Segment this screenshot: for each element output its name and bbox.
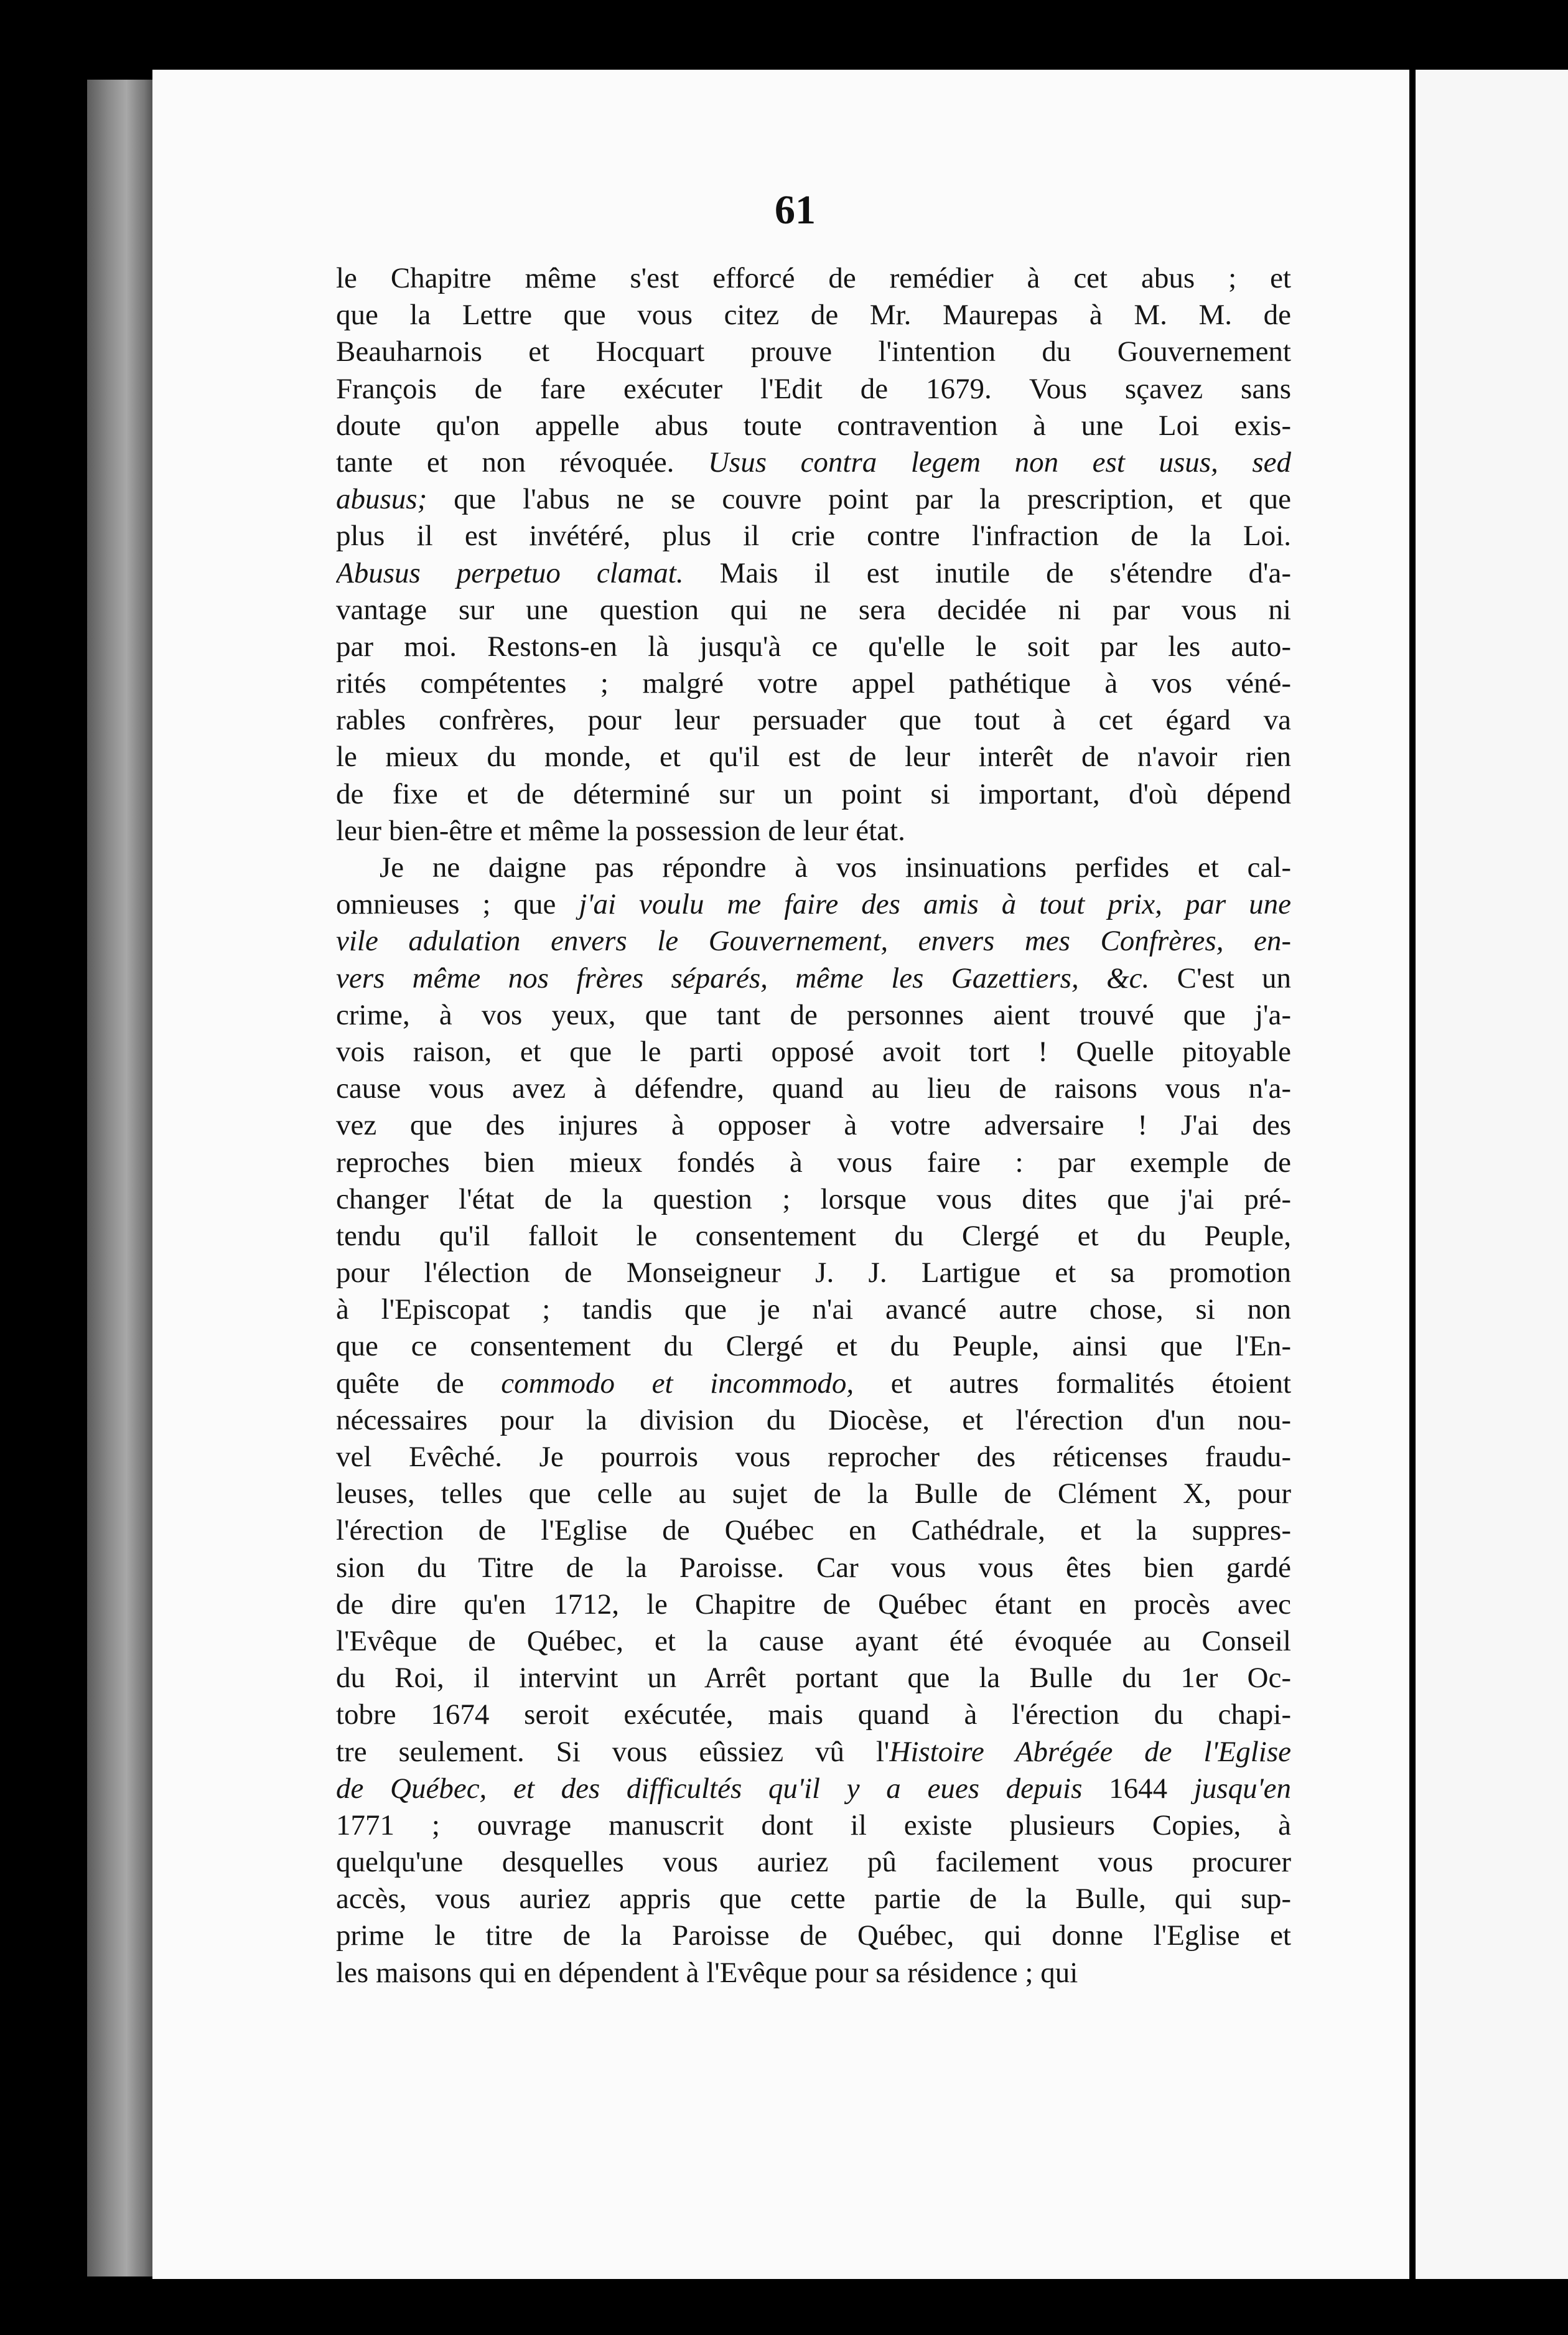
text-segment: et autres formalités étoient xyxy=(854,1367,1291,1400)
text-line xyxy=(336,1365,1291,1402)
page-number: 61 xyxy=(775,187,816,233)
italic-text-segment: jusqu'en xyxy=(1193,1772,1291,1805)
text-segment: vantage sur une question qui ne sera decidée ni par vous ni xyxy=(336,593,1291,626)
text-line xyxy=(336,1439,1291,1476)
text-segment: l'Evêque de Québec, et la cause ayant été évoquée au Conseil xyxy=(336,1624,1291,1657)
text-line xyxy=(336,665,1291,702)
text-line xyxy=(336,1550,1291,1586)
text-segment: 1644 xyxy=(1082,1772,1194,1805)
text-segment: à l'Episcopat ; tandis que je n'ai avancé autre chose, si non xyxy=(336,1293,1291,1326)
text-segment: tante et non révoquée. xyxy=(336,446,708,479)
text-line xyxy=(336,629,1291,665)
text-segment: 1771 ; ouvrage manuscrit dont il existe plusieurs Copies, à xyxy=(336,1809,1291,1841)
text-line xyxy=(336,1696,1291,1733)
text-segment: crime, à vos yeux, que tant de personnes aient trouvé que j'a- xyxy=(336,998,1291,1031)
text-segment: reproches bien mieux fondés à vous faire : par exemple de xyxy=(336,1146,1291,1179)
text-line xyxy=(336,1034,1291,1070)
text-line xyxy=(336,518,1291,555)
text-line xyxy=(336,334,1291,370)
italic-text-segment: j'ai voulu me faire des amis à tout prix, par une xyxy=(579,888,1291,921)
text-line xyxy=(336,1512,1291,1549)
text-line xyxy=(336,960,1291,997)
italic-text-segment: de Québec, et des difficultés qu'il y a eues depuis xyxy=(336,1772,1083,1805)
text-line xyxy=(336,1328,1291,1365)
text-line xyxy=(336,1881,1291,1917)
text-segment: sion du Titre de la Paroisse. Car vous vous êtes bien gardé xyxy=(336,1551,1291,1584)
text-segment: que l'abus ne se couvre point par la prescription, et que xyxy=(427,483,1291,516)
text-segment: par moi. Restons-en là jusqu'à ce qu'elle le soit par les auto- xyxy=(336,630,1291,663)
page-body-text xyxy=(336,260,1291,1991)
text-line xyxy=(336,1660,1291,1696)
text-segment: vois raison, et que le parti opposé avoit tort ! Quelle pitoyable xyxy=(336,1035,1291,1068)
text-line xyxy=(336,1844,1291,1881)
book-page-edges xyxy=(87,80,159,2277)
text-segment: rités compétentes ; malgré votre appel pathétique à vos véné- xyxy=(336,667,1291,700)
text-segment: l'érection de l'Eglise de Québec en Cathédrale, et la suppres- xyxy=(336,1514,1291,1547)
text-segment: le mieux du monde, et qu'il est de leur interêt de n'avoir rien xyxy=(336,741,1291,774)
text-segment: vez que des injures à opposer à votre adversaire ! J'ai des xyxy=(336,1109,1291,1142)
text-line xyxy=(336,1476,1291,1512)
text-segment: quelqu'une desquelles vous auriez pû facilement vous procurer xyxy=(336,1846,1291,1879)
italic-text-segment: Histoire Abrégée de l'Eglise xyxy=(889,1735,1291,1768)
text-segment: rables confrères, pour leur persuader que tout à cet égard va xyxy=(336,704,1291,737)
text-line xyxy=(336,1255,1291,1291)
text-line xyxy=(336,1181,1291,1218)
text-line xyxy=(336,997,1291,1034)
text-segment: accès, vous auriez appris que cette partie de la Bulle, qui sup- xyxy=(336,1883,1291,1916)
text-line xyxy=(336,1402,1291,1439)
text-line xyxy=(336,408,1291,444)
text-line xyxy=(336,1734,1291,1771)
italic-text-segment: vers même nos frères séparés, même les Gazettiers, &c. xyxy=(336,962,1150,994)
text-segment: François de fare exécuter l'Edit de 1679. Vous sçavez sans xyxy=(336,372,1291,405)
text-line xyxy=(336,1917,1291,1954)
italic-text-segment: Abusus perpetuo clamat. xyxy=(336,556,684,589)
text-line xyxy=(336,1586,1291,1623)
italic-text-segment: abusus; xyxy=(336,483,427,516)
text-segment: prime le titre de la Paroisse de Québec, qui donne l'Eglise et xyxy=(336,1919,1291,1952)
text-line xyxy=(336,702,1291,739)
text-segment: changer l'état de la question ; lorsque vous dites que j'ai pré- xyxy=(336,1182,1291,1215)
text-segment: plus il est invétéré, plus il crie contre l'infraction de la Loi. xyxy=(336,520,1291,553)
text-line xyxy=(336,1107,1291,1144)
text-line xyxy=(336,1955,1291,1991)
text-segment: que la Lettre que vous citez de Mr. Maurepas à M. M. de xyxy=(336,299,1291,332)
text-line xyxy=(336,1807,1291,1844)
text-line xyxy=(336,297,1291,334)
text-segment: les maisons qui en dépendent à l'Evêque pour sa résidence ; qui xyxy=(336,1956,1078,1989)
text-segment: C'est un xyxy=(1149,962,1291,994)
text-segment: leur bien-être et même la possession de leur état. xyxy=(336,814,905,847)
text-line xyxy=(336,1291,1291,1328)
text-segment: tendu qu'il falloit le consentement du Clergé et du Peuple, xyxy=(336,1219,1291,1252)
text-line xyxy=(336,1623,1291,1660)
text-segment: vel Evêché. Je pourrois vous reprocher des réticenses fraudu- xyxy=(336,1441,1291,1473)
text-line xyxy=(336,849,1291,886)
text-line xyxy=(336,1144,1291,1181)
text-segment: que ce consentement du Clergé et du Peuple, ainsi que l'En- xyxy=(336,1330,1291,1363)
text-segment: tobre 1674 seroit exécutée, mais quand à l'érection du chapi- xyxy=(336,1698,1291,1731)
text-segment: leuses, telles que celle au sujet de la Bulle de Clément X, pour xyxy=(336,1477,1291,1510)
text-segment: cause vous avez à défendre, quand au lieu de raisons vous n'a- xyxy=(336,1072,1291,1105)
text-segment: de fixe et de déterminé sur un point si important, d'où dépend xyxy=(336,777,1291,810)
text-line xyxy=(336,776,1291,813)
text-line xyxy=(336,1771,1291,1807)
text-line xyxy=(336,813,1291,849)
text-segment: doute qu'on appelle abus toute contravention à une Loi exis- xyxy=(336,409,1291,442)
text-line xyxy=(336,444,1291,481)
text-line xyxy=(336,1070,1291,1107)
text-line xyxy=(336,1218,1291,1255)
italic-text-segment: commodo et incommodo, xyxy=(501,1367,854,1400)
text-line xyxy=(336,260,1291,297)
text-segment: Mais il est inutile de s'étendre d'a- xyxy=(683,556,1291,589)
text-segment: nécessaires pour la division du Diocèse, et l'érection d'un nou- xyxy=(336,1403,1291,1436)
text-line xyxy=(336,592,1291,629)
text-line xyxy=(336,481,1291,518)
text-line xyxy=(336,739,1291,775)
text-segment: tre seulement. Si vous eûssiez vû l' xyxy=(336,1735,890,1768)
text-segment: Beauharnois et Hocquart prouve l'intention du Gouvernement xyxy=(336,335,1291,368)
text-segment: quête de xyxy=(336,1367,502,1400)
text-line xyxy=(336,371,1291,408)
italic-text-segment: Usus contra legem non est usus, sed xyxy=(707,446,1291,479)
text-segment: le Chapitre même s'est efforcé de remédier à cet abus ; et xyxy=(336,262,1291,294)
text-segment: du Roi, il intervint un Arrêt portant que la Bulle du 1er Oc- xyxy=(336,1662,1291,1695)
text-line xyxy=(336,886,1291,923)
text-line xyxy=(336,555,1291,592)
text-segment: Je ne daigne pas répondre à vos insinuations perfides et cal- xyxy=(380,851,1291,884)
text-segment: omnieuses ; que xyxy=(336,888,579,921)
text-segment: de dire qu'en 1712, le Chapitre de Québec étant en procès avec xyxy=(336,1588,1291,1621)
text-segment: pour l'élection de Monseigneur J. J. Lartigue et sa promotion xyxy=(336,1256,1291,1289)
text-line xyxy=(336,923,1291,960)
italic-text-segment: vile adulation envers le Gouvernement, envers mes Confrères, en- xyxy=(336,925,1291,958)
facing-page xyxy=(1416,70,1568,2279)
